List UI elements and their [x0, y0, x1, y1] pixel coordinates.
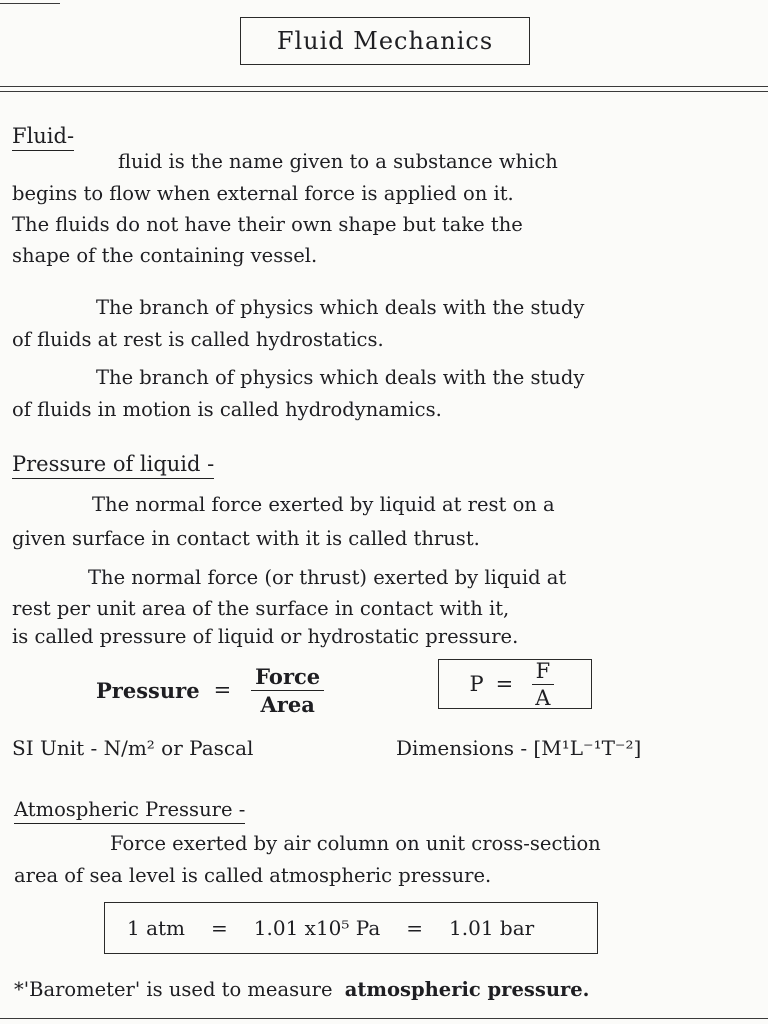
formula-symbol-lhs: P: [469, 672, 484, 696]
formula-word-denominator: Area: [260, 691, 315, 717]
formula-word-numerator: Force: [251, 664, 324, 691]
hydrostatics-line-1: The branch of physics which deals with the study: [96, 296, 585, 319]
atmospheric-heading: Atmospheric Pressure -: [14, 798, 245, 821]
fluid-line-2: begins to flow when external force is applied on it.: [12, 182, 514, 205]
formula-word-fraction: [251, 664, 324, 717]
atm-equals-2: =: [406, 916, 424, 940]
atm-conversion-box: [104, 902, 598, 954]
dimensions-line: Dimensions - [M¹L⁻¹T⁻²]: [396, 736, 642, 760]
bar-value: 1.01 bar: [449, 916, 535, 940]
divider-rule-1: [0, 86, 768, 87]
barometer-note-emphasis: atmospheric pressure.: [344, 978, 590, 1001]
pascal-value: 1.01 x10⁵ Pa: [253, 916, 381, 940]
atm-equals-1: =: [211, 916, 228, 940]
pressure-line-3: is called pressure of liquid or hydrostatic pressure.: [12, 625, 519, 648]
fluid-line-4: shape of the containing vessel.: [12, 244, 318, 267]
formula-word-equals: =: [213, 678, 232, 702]
formula-symbol-numerator: F: [532, 659, 555, 685]
thrust-line-2: given surface in contact with it is called thrust.: [12, 527, 480, 550]
pressure-line-2: rest per unit area of the surface in contact with it,: [12, 597, 510, 620]
fluid-line-1: fluid is the name given to a substance which: [118, 150, 558, 173]
divider-rule-2: [0, 91, 768, 92]
pressure-symbol-formula-box: [438, 659, 592, 709]
top-edge-rule: [0, 3, 60, 4]
hydrodynamics-line-1: The branch of physics which deals with the study: [96, 366, 585, 389]
pressure-word-formula: [96, 664, 330, 716]
barometer-note-prefix: *'Barometer' is used to measure: [14, 978, 333, 1001]
formula-symbol-equals: =: [495, 672, 514, 696]
fluid-heading: Fluid-: [12, 124, 74, 148]
formula-word-lhs: Pressure: [96, 677, 200, 703]
si-unit-line: SI Unit - N/m² or Pascal: [12, 736, 254, 760]
hydrostatics-line-2: of fluids at rest is called hydrostatics.: [12, 328, 384, 351]
hydrodynamics-line-2: of fluids in motion is called hydrodynamics.: [12, 398, 442, 421]
formula-symbol-denominator: A: [535, 685, 551, 710]
atmospheric-line-1: Force exerted by air column on unit cross-section: [110, 832, 601, 855]
bottom-rule: [0, 1018, 768, 1019]
barometer-note: [14, 978, 589, 1001]
thrust-line-1: The normal force exerted by liquid at rest on a: [92, 493, 555, 516]
page-title: Fluid Mechanics: [240, 17, 530, 65]
fluid-line-3: The fluids do not have their own shape but take the: [12, 213, 523, 236]
formula-symbol-fraction: [531, 659, 554, 710]
pressure-line-1: The normal force (or thrust) exerted by liquid at: [88, 566, 567, 589]
atmospheric-line-2: area of sea level is called atmospheric pressure.: [14, 864, 492, 887]
pressure-heading: Pressure of liquid -: [12, 452, 214, 476]
atm-value: 1 atm: [127, 916, 186, 940]
